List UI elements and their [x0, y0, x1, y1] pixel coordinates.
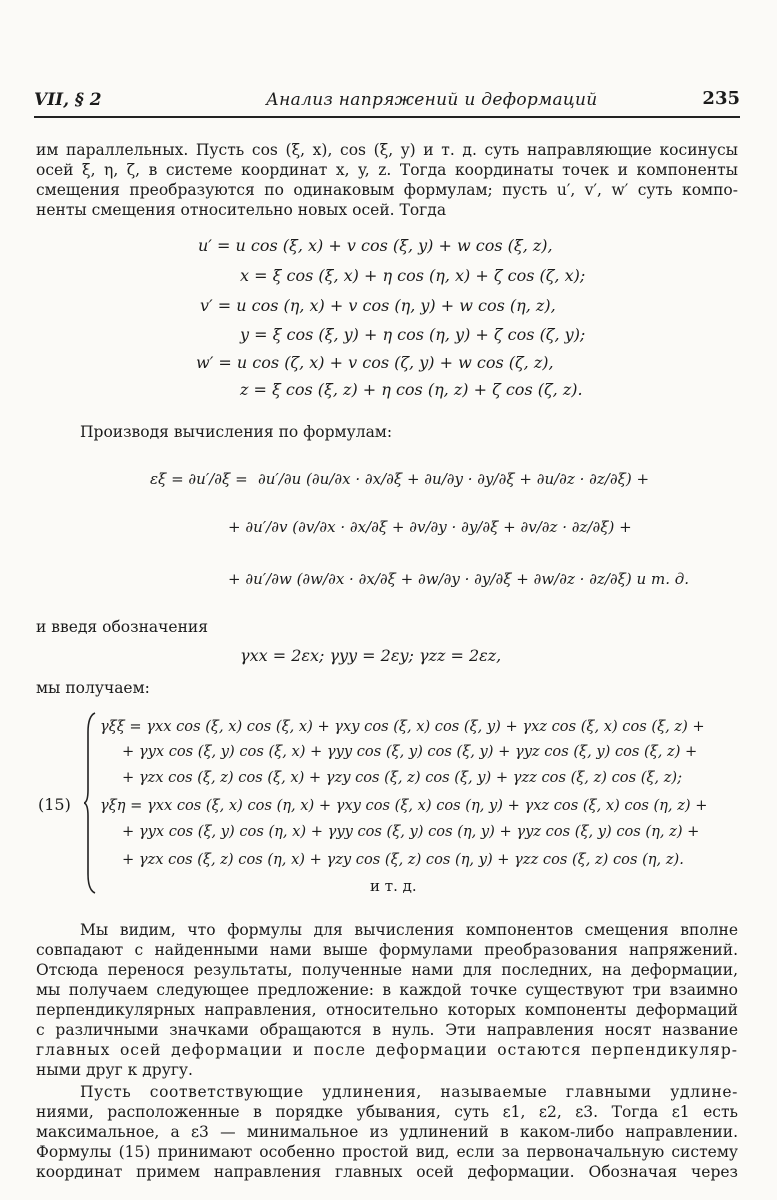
- text-line: максимальное, а ε3 — минимальное из удлинений в каком-либо направлении.: [36, 1123, 738, 1141]
- text-line: с различными значками обращаются в нуль. Эти направления носят название: [36, 1021, 738, 1039]
- system-line: + γyx cos (ξ, y) cos (ξ, x) + γyy cos (ξ, y) cos (ξ, y) + γyz cos (ξ, y) cos (ξ, z) +: [122, 743, 698, 760]
- system-line: γξξ = γxx cos (ξ, x) cos (ξ, x) + γxy cos (ξ, x) cos (ξ, y) + γxz cos (ξ, x) cos (ξ, z) +: [100, 718, 705, 735]
- text-line: ными друг к другу.: [36, 1061, 193, 1079]
- system-line: + γyx cos (ξ, y) cos (η, x) + γyy cos (ξ, y) cos (η, y) + γyz cos (ξ, y) cos (η, z) +: [122, 823, 700, 840]
- compute-intro: Производя вычисления по формулам:: [80, 423, 393, 441]
- text-line: им параллельных. Пусть cos (ξ, x), cos (ξ, y) и т. д. суть направляющие косинусы: [36, 141, 738, 159]
- text-line: Формулы (15) принимают особенно простой вид, если за первоначальную систему: [36, 1143, 738, 1161]
- text-line: координат примем направления главных осей деформации. Обозначая через: [36, 1163, 738, 1181]
- text-line: ненты смещения относительно новых осей. Тогда: [36, 201, 447, 219]
- text-line: мы получаем следующее предложение: в каждой точке существуют три взаимно: [36, 981, 738, 999]
- page-number: 235: [702, 88, 740, 109]
- result-intro: мы получаем:: [36, 679, 150, 697]
- system-line: γξη = γxx cos (ξ, x) cos (η, x) + γxy cos (ξ, x) cos (η, y) + γxz cos (ξ, x) cos (η, z) +: [100, 797, 708, 814]
- notation-intro: и введя обозначения: [36, 618, 209, 636]
- text-line: перпендикулярных направления, относительно которых компоненты деформаций: [36, 1001, 738, 1019]
- text-line: Отсюда перенося результаты, полученные нами для последних, на деформации,: [36, 961, 738, 979]
- strain-row-2: + ∂u′/∂v (∂v/∂x · ∂x/∂ξ + ∂v/∂y · ∂y/∂ξ + ∂v/∂z · ∂z/∂ξ) +: [228, 518, 632, 536]
- text-line: Пусть соответствующие удлинения, называемые главными удлине-: [80, 1083, 738, 1101]
- header-title: Анализ напряжений и деформаций: [266, 90, 598, 110]
- strain-row-1: ∂u′/∂u (∂u/∂x · ∂x/∂ξ + ∂u/∂y · ∂y/∂ξ + ∂u/∂z · ∂z/∂ξ) +: [258, 470, 650, 488]
- equation-number: (15): [38, 795, 71, 814]
- text-line: совпадают с найденными нами выше формулами преобразования напряжений.: [36, 941, 738, 959]
- equation-u-prime: u′ = u cos (ξ, x) + v cos (ξ, y) + w cos (ξ, z),: [198, 236, 553, 255]
- strain-row-3: + ∂u′/∂w (∂w/∂x · ∂x/∂ξ + ∂w/∂y · ∂y/∂ξ + ∂w/∂z · ∂z/∂ξ) и т. д.: [228, 570, 690, 588]
- system-etc: и т. д.: [370, 877, 417, 895]
- text-line: осей ξ, η, ζ, в системе координат x, y, z. Тогда координаты точек и компоненты: [36, 161, 738, 179]
- equation-z: z = ξ cos (ξ, z) + η cos (η, z) + ζ cos (ζ, z).: [240, 380, 583, 399]
- equation-y: y = ξ cos (ξ, y) + η cos (η, y) + ζ cos (ζ, y);: [240, 325, 586, 344]
- notation-equation: γxx = 2εx; γyy = 2εy; γzz = 2εz,: [240, 646, 502, 665]
- text-line: ниями, расположенные в порядке убывания, суть ε1, ε2, ε3. Тогда ε1 есть: [36, 1103, 738, 1121]
- system-line: + γzx cos (ξ, z) cos (η, x) + γzy cos (ξ, z) cos (η, y) + γzz cos (ξ, z) cos (η, z).: [122, 851, 684, 868]
- strain-lhs: εξ = ∂u′/∂ξ =: [150, 470, 248, 488]
- system-line: + γzx cos (ξ, z) cos (ξ, x) + γzy cos (ξ, z) cos (ξ, y) + γzz cos (ξ, z) cos (ξ, z);: [122, 769, 682, 786]
- text-line: Мы видим, что формулы для вычисления компонентов смещения вполне: [80, 921, 738, 939]
- equation-w-prime: w′ = u cos (ζ, x) + v cos (ζ, y) + w cos (ζ, z),: [196, 353, 554, 372]
- text-line: главных осей деформации и после деформации остаются перпендикуляр-: [36, 1041, 738, 1059]
- equation-v-prime: v′ = u cos (η, x) + v cos (η, y) + w cos (η, z),: [200, 296, 556, 315]
- chapter-label: VII, § 2: [34, 90, 102, 110]
- left-brace-icon: [84, 712, 96, 894]
- equation-x: x = ξ cos (ξ, x) + η cos (η, x) + ζ cos (ζ, x);: [240, 266, 586, 285]
- running-header: [34, 86, 740, 118]
- text-line: смещения преобразуются по одинаковым формулам; пусть u′, v′, w′ суть компо-: [36, 181, 738, 199]
